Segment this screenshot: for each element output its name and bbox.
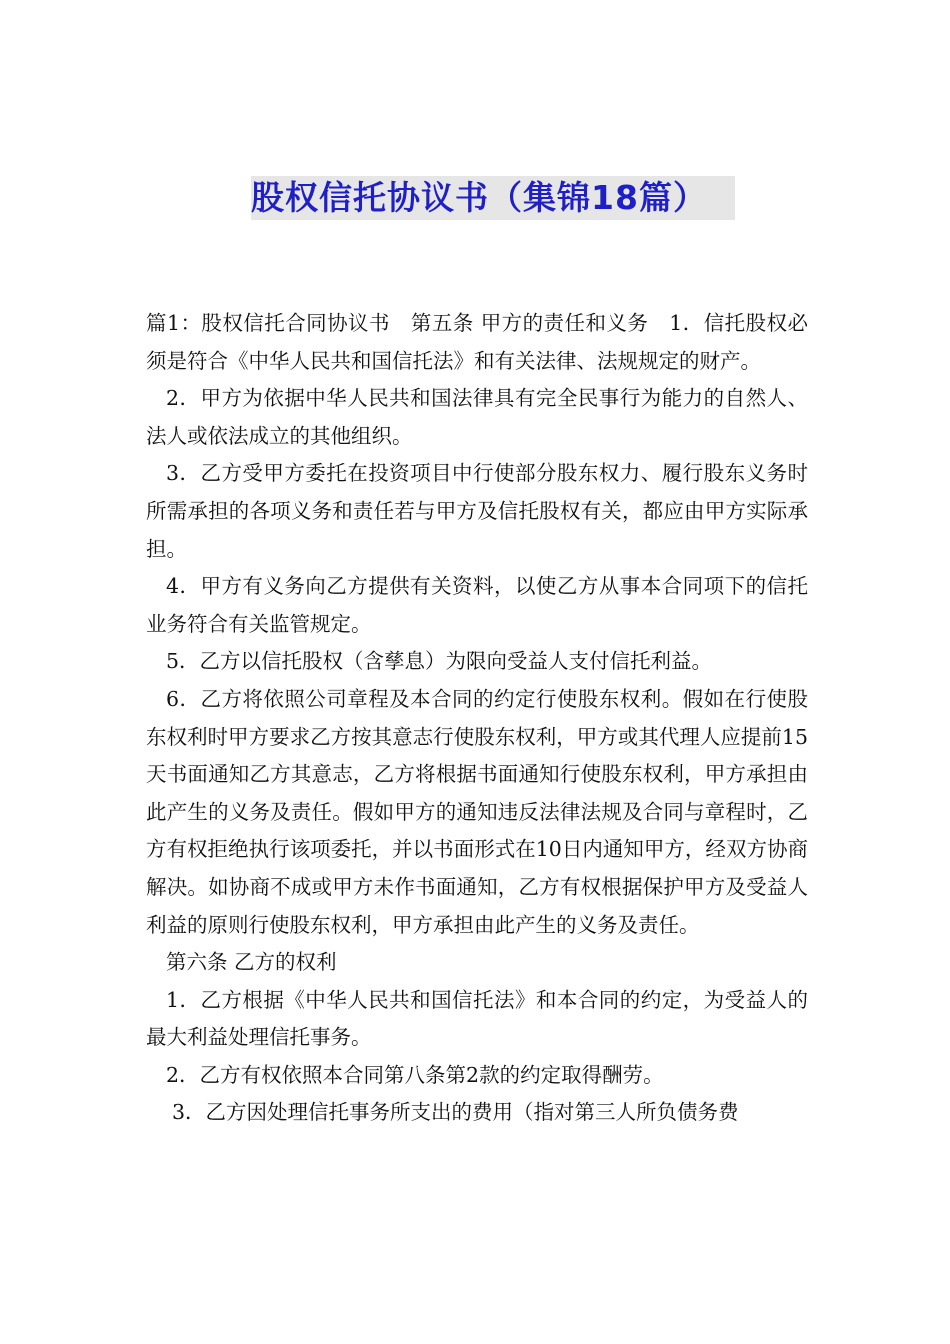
paragraph-9: 3．乙方因处理信托事务所支出的费用（指对第三人所负债务费 xyxy=(172,1100,739,1125)
title-container xyxy=(0,176,950,220)
paragraph-6: 6．乙方将依照公司章程及本合同的约定行使股东权利。假如在行使股东权利时甲方要求乙方按其意志行使股东权利，甲方或其代理人应提前15天书面通知乙方其意志，乙方将根据书面通知行使股东权利，甲方承担由此产生的义务及责任。假如甲方的通知违反法律法规及合同与章程时，乙方有权拒绝执行该项委托，并以书面形式在10日内通知甲方，经双方协商解决。如协商不成或甲方未作书面通知，乙方有权根据保护甲方及受益人利益的原则行使股东权利，甲方承担由此产生的义务及责任。 xyxy=(146,686,808,937)
paragraph-5: 5．乙方以信托股权（含孳息）为限向受益人支付信托利益。 xyxy=(166,649,713,674)
paragraph-2: 2．甲方为依据中华人民共和国法律具有完全民事行为能力的自然人、法人或依法成立的其他组织。 xyxy=(146,386,808,448)
paragraph-8: 2．乙方有权依照本合同第八条第2款的约定取得酬劳。 xyxy=(166,1062,664,1087)
paragraph-4: 4．甲方有义务向乙方提供有关资料，以使乙方从事本合同项下的信托业务符合有关监管规定。 xyxy=(146,574,808,636)
document-body xyxy=(146,305,808,1132)
document-title: 股权信托协议书（集锦18篇） xyxy=(251,176,735,220)
section-heading-article-6: 第六条 乙方的权利 xyxy=(166,950,337,975)
paragraph-3: 3．乙方受甲方委托在投资项目中行使部分股东权力、履行股东义务时所需承担的各项义务和责任若与甲方及信托股权有关，都应由甲方实际承担。 xyxy=(146,461,808,561)
paragraph-1: 篇1：股权信托合同协议书 第五条 甲方的责任和义务 1．信托股权必须是符合《中华人民共和国信托法》和有关法律、法规规定的财产。 xyxy=(146,311,808,373)
paragraph-7: 1．乙方根据《中华人民共和国信托法》和本合同的约定，为受益人的最大利益处理信托事务。 xyxy=(146,987,808,1050)
